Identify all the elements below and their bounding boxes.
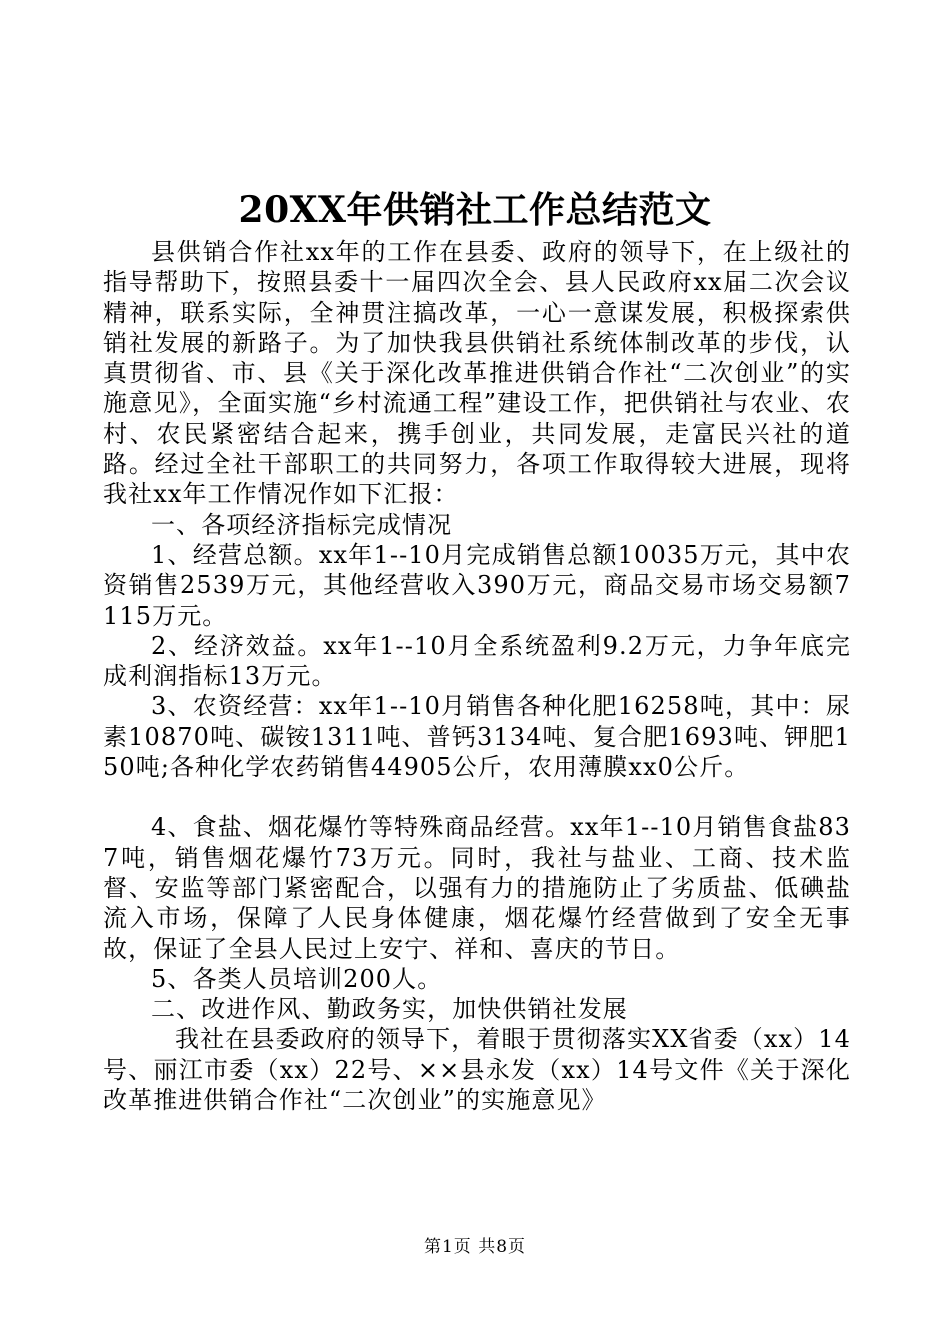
paragraph-item-1: 1、经营总额。xx年1--10月完成销售总额10035万元，其中农资销售2539万元，其他经营收入390万元，商品交易市场交易额7115万元。 — [103, 540, 851, 630]
section-heading-1: 一、各项经济指标完成情况 — [151, 510, 453, 539]
paragraph-item-2: 2、经济效益。xx年1--10月全系统盈利9.2万元，力争年底完成利润指标13万元。 — [103, 631, 851, 691]
paragraph-intro: 县供销合作社xx年的工作在县委、政府的领导下，在上级社的指导帮助下，按照县委十一届四次全会、县人民政府xx届二次会议精神，联系实际，全神贯注搞改革，一心一意谋发展，积极探索供销社发展的新路子。为了加快我县供销社系统体制改革的步伐，认真贯彻省、市、县《关于深化改革推进供销合作社“二次创业”的实施意见》，全面实施“乡村流通工程”建设工作，把供销社与农业、农村、农民紧密结合起来，携手创业，共同发展，走富民兴社的道路。经过全社干部职工的共同努力，各项工作取得较大进展，现将我社xx年工作情况作如下汇报： — [103, 238, 851, 509]
paragraph-item-3: 3、农资经营：xx年1--10月销售各种化肥16258吨，其中：尿素10870吨、碳铵1311吨、普钙3134吨、复合肥1693吨、钾肥150吨;各种化学农药销售44905公斤，农用薄膜xx0公斤。 — [103, 692, 851, 782]
paragraph-section-2: 我社在县委政府的领导下，着眼于贯彻落实XX省委（xx）14号、丽江市委（xx）22号、××县永发（xx）14号文件《关于深化改革推进供销合作社“二次创业”的实施意见》 — [103, 1025, 851, 1115]
paragraph-item-4: 4、食盐、烟花爆竹等特殊商品经营。xx年1--10月销售食盐837吨，销售烟花爆竹73万元。同时，我社与盐业、工商、技术监督、安监等部门紧密配合，以强有力的措施防止了劣质盐、低碘盐流入市场，保障了人民身体健康，烟花爆竹经营做到了安全无事故，保证了全县人民过上安宁、祥和、喜庆的节日。 — [103, 813, 851, 963]
section-heading-2: 二、改进作风、勤政务实，加快供销社发展 — [151, 995, 628, 1024]
page-footer: 第1页 共8页 — [423, 1237, 527, 1257]
paragraph-item-5: 5、各类人员培训200人。 — [151, 964, 443, 993]
document-body — [103, 237, 851, 1115]
document-title: 20XX年供销社工作总结范文 — [238, 189, 712, 231]
